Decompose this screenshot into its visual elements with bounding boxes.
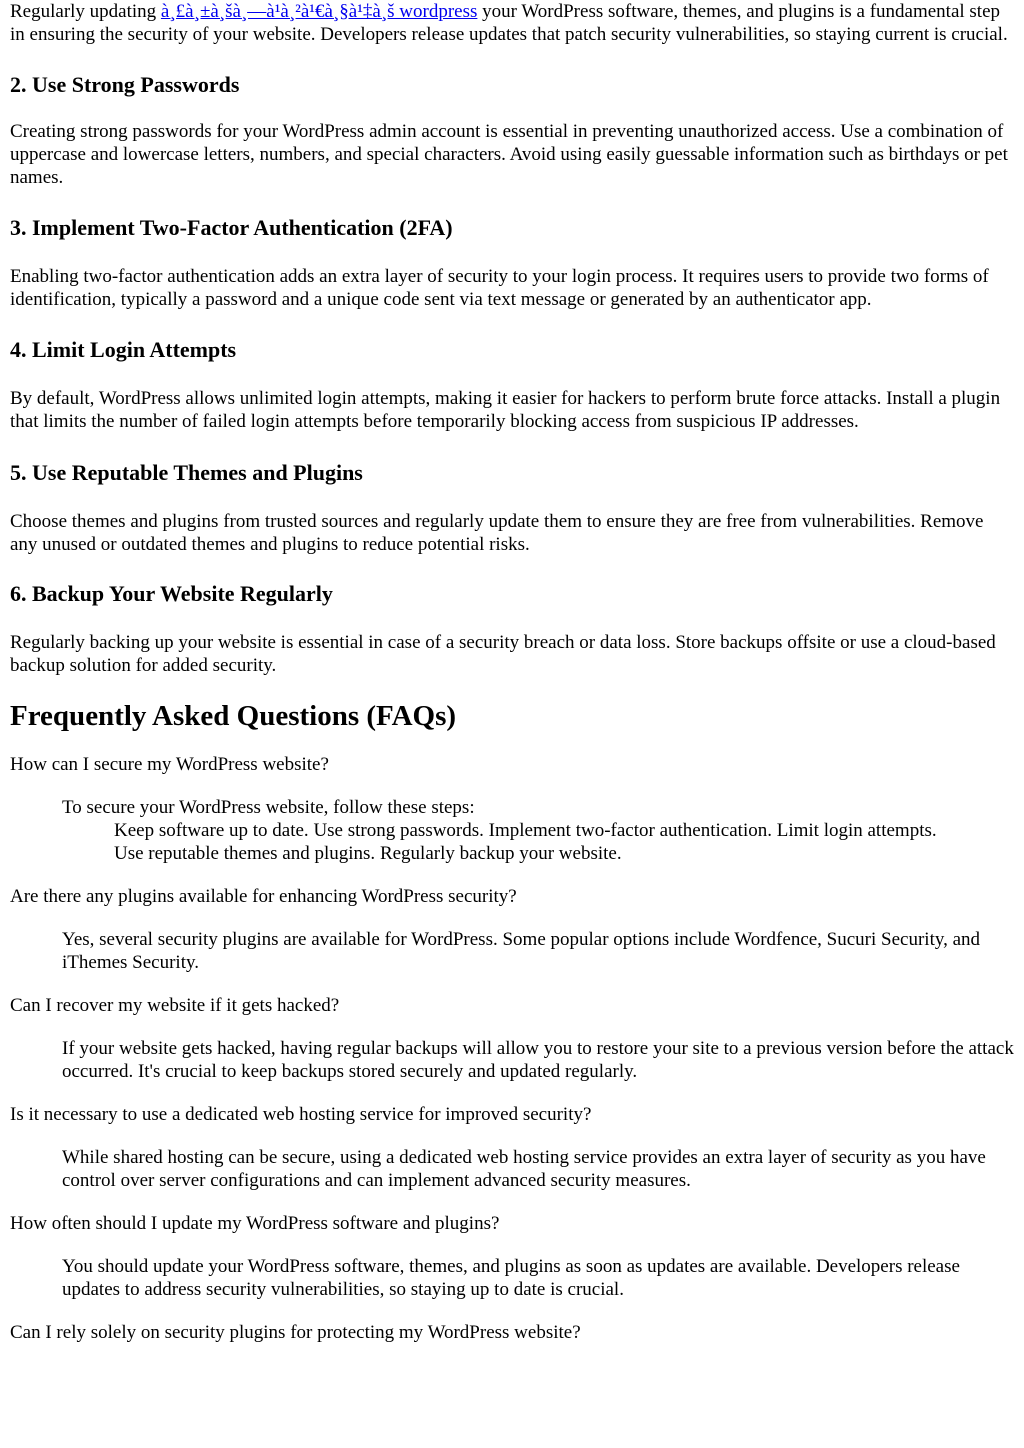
faq-answer: You should update your WordPress software, themes, and plugins as soon as updates are available. Developers release updates to address security vulnerabilities, so staying up to date is crucial. — [62, 1256, 960, 1300]
faq-answer: Yes, several security plugins are available for WordPress. Some popular options include Wordfence, Sucuri Security, and iThemes Security. — [62, 929, 981, 973]
section-body-strong-passwords: Creating strong passwords for your WordPress admin account is essential in preventing unauthorized access. Use a combination of uppercase and lowercase letters, numbers, and special characters. Avoid using easily guessable information such as birthdays or pet names. — [10, 121, 1008, 188]
section-body-themes-plugins: Choose themes and plugins from trusted sources and regularly update them to ensure they are free from vulnerabilities. Remove any unused or outdated themes and plugins to reduce potential risks. — [10, 511, 984, 555]
faq-answer — [62, 796, 1014, 865]
faq-question: Is it necessary to use a dedicated web hosting service for improved security? — [10, 1104, 592, 1125]
faq-question: Can I recover my website if it gets hacked? — [10, 995, 340, 1016]
intro-paragraph — [10, 0, 1014, 46]
wordpress-service-link[interactable]: à¸£à¸±à¸šà¸—à¹à¸²à¹€à¸§à¹‡à¸š wordpress — [160, 1, 478, 22]
faq-question: Can I rely solely on security plugins for protecting my WordPress website? — [10, 1322, 581, 1343]
faq-step: Implement two-factor authentication. — [488, 820, 777, 841]
faq-step: Keep software up to date. — [114, 820, 314, 841]
faq-step: Regularly backup your website. — [379, 843, 622, 864]
faq-step: Use reputable themes and plugins. — [114, 843, 380, 864]
faq-question: Are there any plugins available for enhancing WordPress security? — [10, 886, 517, 907]
faq-steps-list — [114, 819, 1014, 865]
section-body-2fa: Enabling two-factor authentication adds an extra layer of security to your login process. It requires users to provide two forms of identification, typically a password and a unique code sent via text message or generated by an authenticator app. — [10, 266, 989, 310]
faq-list — [10, 753, 1014, 1344]
faq-question: How can I secure my WordPress website? — [10, 754, 329, 775]
faq-question: How often should I update my WordPress software and plugins? — [10, 1213, 500, 1234]
faq-answer: If your website gets hacked, having regular backups will allow you to restore your site to a previous version before the attack occurred. It's crucial to keep backups stored securely and updated regularly. — [62, 1038, 1014, 1082]
intro-text-after: your WordPress software, themes, and plugins is a fundamental step in ensuring the security of your website. Developers release updates that patch security vulnerabilities, so staying current is crucial. — [10, 1, 1008, 45]
section-body-backup: Regularly backing up your website is essential in case of a security breach or data loss. Store backups offsite or use a cloud-based backup solution for added security. — [10, 632, 996, 676]
section-heading-2fa: 3. Implement Two-Factor Authentication (2FA) — [10, 215, 453, 240]
faq-answer-text: To secure your WordPress website, follow these steps: — [62, 797, 475, 818]
faq-heading: Frequently Asked Questions (FAQs) — [10, 700, 457, 732]
section-body-login-attempts: By default, WordPress allows unlimited login attempts, making it easier for hackers to perform brute force attacks. Install a plugin that limits the number of failed login attempts before temporarily blocking access from suspicious IP addresses. — [10, 388, 1001, 432]
section-heading-strong-passwords: 2. Use Strong Passwords — [10, 72, 240, 97]
intro-text-before: Regularly updating — [10, 1, 161, 22]
faq-answer: While shared hosting can be secure, using a dedicated web hosting service provides an extra layer of security as you have control over server configurations and can implement advanced security measures. — [62, 1147, 986, 1191]
section-heading-backup: 6. Backup Your Website Regularly — [10, 581, 333, 606]
section-heading-login-attempts: 4. Limit Login Attempts — [10, 337, 237, 362]
faq-step: Limit login attempts. — [776, 820, 937, 841]
section-heading-themes-plugins: 5. Use Reputable Themes and Plugins — [10, 460, 363, 485]
faq-step: Use strong passwords. — [313, 820, 489, 841]
